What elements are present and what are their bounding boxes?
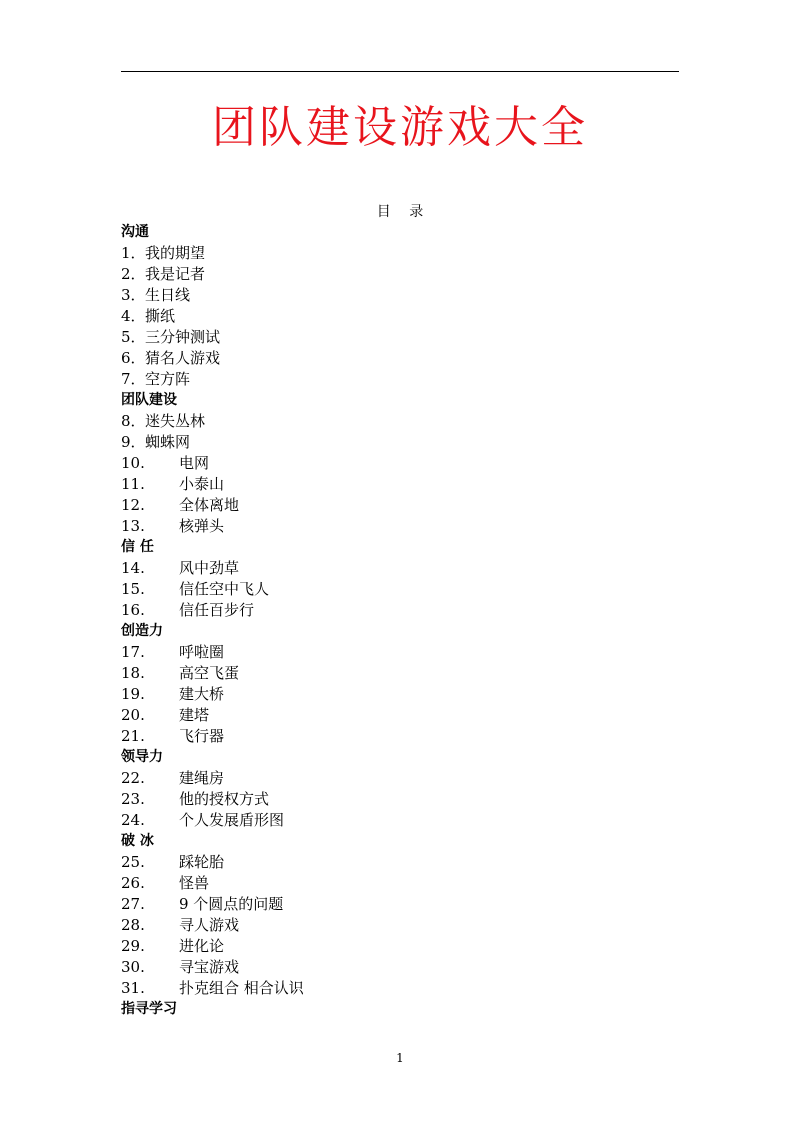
toc-item[interactable]: [121, 852, 681, 873]
page-number: 1: [396, 1051, 404, 1065]
toc-item-number: 17.: [121, 643, 145, 661]
toc-item-title: 空方阵: [145, 370, 191, 388]
header-rule: [121, 71, 679, 72]
toc-item-number: 23.: [121, 790, 145, 808]
toc-section-heading: 指寻学习: [121, 1001, 177, 1017]
toc-item-title: 扑克组合 相合认识: [179, 979, 304, 997]
toc-item[interactable]: [121, 495, 681, 516]
toc-section-heading: 创造力: [121, 623, 163, 639]
toc-item-number: 16.: [121, 601, 145, 619]
toc-item[interactable]: [121, 789, 681, 810]
toc-item-number: 30.: [121, 958, 145, 976]
toc-item[interactable]: [121, 978, 681, 999]
toc-item-number: 7．: [121, 370, 146, 388]
toc-item-title: 全体离地: [179, 496, 240, 514]
toc-item-title: 迷失丛林: [145, 412, 206, 430]
toc-item-number: 2．: [121, 265, 146, 283]
toc-item-title: 建塔: [179, 706, 210, 724]
toc-section-heading: 沟通: [121, 224, 149, 240]
toc-heading: 目 录: [376, 204, 424, 220]
toc-item[interactable]: [121, 810, 681, 831]
toc-item-title: 我的期望: [145, 244, 206, 262]
toc-item[interactable]: [121, 957, 681, 978]
toc-item-number: 6．: [121, 349, 146, 367]
toc-item-number: 19.: [121, 685, 145, 703]
toc-item-title: 建大桥: [179, 685, 225, 703]
toc-item-title: 建绳房: [179, 769, 225, 787]
toc-item-title: 风中劲草: [179, 559, 240, 577]
toc-section-heading: 信 任: [121, 539, 154, 555]
toc-item[interactable]: [121, 705, 681, 726]
toc-item-title: 呼啦圈: [179, 643, 225, 661]
toc-item[interactable]: [121, 684, 681, 705]
toc-item-title: 个人发展盾形图: [179, 811, 285, 829]
toc-item-title: 寻人游戏: [179, 916, 240, 934]
toc-item-title: 猜名人游戏: [145, 349, 221, 367]
toc-item-number: 29.: [121, 937, 145, 955]
toc-item[interactable]: [121, 642, 681, 663]
toc-item-number: 15.: [121, 580, 145, 598]
toc-item[interactable]: [121, 453, 681, 474]
toc-item[interactable]: [121, 600, 681, 621]
toc-item[interactable]: [121, 369, 681, 390]
toc-item-number: 25.: [121, 853, 145, 871]
toc-item[interactable]: [121, 411, 681, 432]
toc-item-number: 21.: [121, 727, 145, 745]
table-of-contents: [121, 222, 681, 1020]
toc-item-number: 28.: [121, 916, 145, 934]
toc-item[interactable]: [121, 327, 681, 348]
toc-item-number: 31.: [121, 979, 145, 997]
toc-item-number: 24.: [121, 811, 145, 829]
page-title: 团队建设游戏大全: [212, 102, 588, 153]
toc-item-number: 14.: [121, 559, 145, 577]
toc-item-number: 9．: [121, 433, 146, 451]
toc-item-number: 10.: [121, 454, 145, 472]
toc-item-number: 4．: [121, 307, 146, 325]
toc-item-title: 小泰山: [179, 475, 225, 493]
toc-item[interactable]: [121, 264, 681, 285]
toc-item-title: 寻宝游戏: [179, 958, 240, 976]
toc-item-title: 我是记者: [145, 265, 206, 283]
toc-item-title: 飞行器: [179, 727, 225, 745]
toc-item[interactable]: [121, 768, 681, 789]
toc-item[interactable]: [121, 474, 681, 495]
toc-item-number: 13.: [121, 517, 145, 535]
toc-item-number: 20.: [121, 706, 145, 724]
toc-item-number: 27.: [121, 895, 145, 913]
toc-item[interactable]: [121, 726, 681, 747]
toc-item[interactable]: [121, 915, 681, 936]
toc-item-number: 22.: [121, 769, 145, 787]
toc-item-title: 蜘蛛网: [145, 433, 191, 451]
toc-item[interactable]: [121, 243, 681, 264]
toc-item-title: 高空飞蛋: [179, 664, 240, 682]
toc-item[interactable]: [121, 516, 681, 537]
toc-item[interactable]: [121, 348, 681, 369]
toc-section-heading: 领导力: [121, 749, 163, 765]
toc-item[interactable]: [121, 873, 681, 894]
toc-item[interactable]: [121, 432, 681, 453]
toc-item-title: 核弹头: [179, 517, 225, 535]
toc-item[interactable]: [121, 306, 681, 327]
toc-item-number: 3．: [121, 286, 146, 304]
toc-item-title: 踩轮胎: [179, 853, 225, 871]
toc-item[interactable]: [121, 285, 681, 306]
toc-item[interactable]: [121, 894, 681, 915]
toc-item-number: 5．: [121, 328, 146, 346]
toc-item-title: 电网: [179, 454, 210, 472]
toc-item-title: 怪兽: [179, 874, 210, 892]
toc-item-number: 11.: [121, 475, 145, 493]
toc-item-number: 8．: [121, 412, 146, 430]
toc-item-number: 1．: [121, 244, 146, 262]
toc-item[interactable]: [121, 936, 681, 957]
toc-section-heading: 破 冰: [121, 833, 154, 849]
toc-item-number: 18.: [121, 664, 145, 682]
toc-item-title: 生日线: [145, 286, 191, 304]
toc-item-title: 信任空中飞人: [179, 580, 270, 598]
toc-item[interactable]: [121, 579, 681, 600]
toc-section-heading: 团队建设: [121, 392, 177, 408]
toc-item-title: 信任百步行: [179, 601, 255, 619]
toc-item-title: 9 个圆点的问题: [179, 895, 284, 913]
toc-item-title: 撕纸: [145, 307, 176, 325]
toc-item-number: 26.: [121, 874, 145, 892]
toc-item-number: 12.: [121, 496, 145, 514]
toc-item-title: 进化论: [179, 937, 225, 955]
toc-item-title: 三分钟测试: [145, 328, 221, 346]
toc-item[interactable]: [121, 663, 681, 684]
toc-item[interactable]: [121, 558, 681, 579]
toc-item-title: 他的授权方式: [179, 790, 270, 808]
